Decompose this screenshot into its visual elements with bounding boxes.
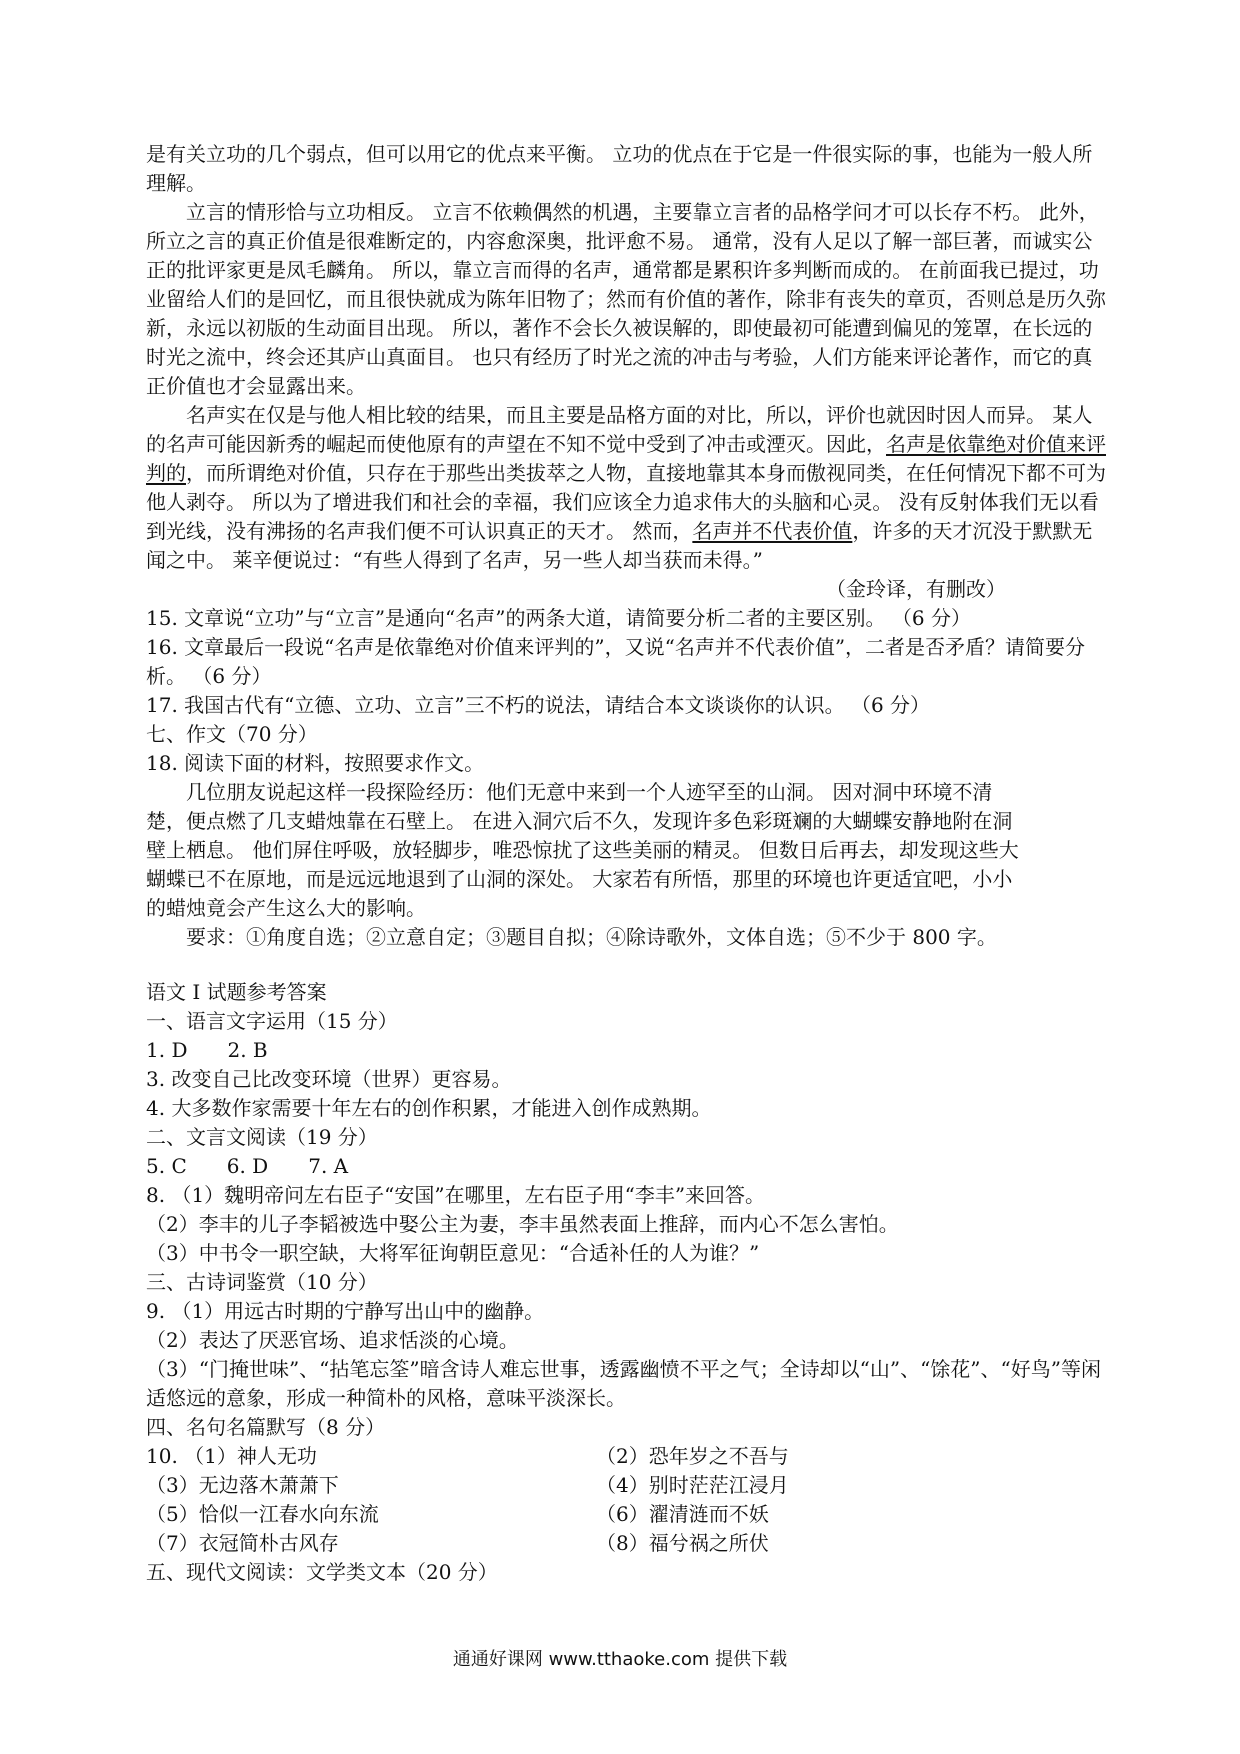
question-18: 18. 阅读下面的材料，按照要求作文。 [146,751,485,775]
question-17: 17. 我国古代有“立德、立功、立言”三不朽的说法，请结合本文谈谈你的认识。 （6 分） [146,693,931,717]
writing-requirements: 要求：①角度自选；②立意自定；③题目自拟；④除诗歌外，文体自选；⑤不少于 800 字。 [186,925,997,949]
answer-9-1: 9. （1）用远古时期的宁静写出山中的幽静。 [146,1299,545,1323]
answer-10-row [146,1442,1106,1471]
document-page [146,140,1106,1587]
question-16: 16. 文章最后一段说“名声是依靠绝对价值来评判的”，又说“名声并不代表价值”，二者是否矛盾？请简要分析。 （6 分） [146,635,1086,688]
answer-10-item: （5）恰似一江春水向东流 [146,1502,379,1526]
underlined-phrase-1: 名声是依靠绝对价值来评判的 [146,432,1106,485]
answer-section-2: 二、文言文阅读（19 分） [146,1125,378,1149]
answer-10-item: （4）别时茫茫江浸月 [596,1473,789,1497]
answer-8-3: （3）中书令一职空缺，大将军征询朝臣意见：“合适补任的人为谁？” [146,1241,760,1265]
answer-section-1: 一、语言文字运用（15 分） [146,1009,398,1033]
question-15: 15. 文章说“立功”与“立言”是通向“名声”的两条大道，请简要分析二者的主要区别。 （6 分） [146,606,971,630]
answer-10-item: （6）濯清涟而不妖 [596,1502,769,1526]
essay-text: ，许多的天才沉没于默默无闻之中。 莱辛便说过：“有些人得到了名声，另一些人却当获而未得。” [146,519,1093,572]
answer-10-item: （7）衣冠简朴古风存 [146,1531,339,1555]
answer-10-item: （3）无边落木萧萧下 [146,1473,339,1497]
answer-3: 3. 改变自己比改变环境（世界）更容易。 [146,1067,512,1091]
essay-paragraph-1: 是有关立功的几个弱点，但可以用它的优点来平衡。 立功的优点在于它是一件很实际的事，也能为一般人所理解。 [146,142,1093,195]
answer-9-3: （3）“门掩世味”、“拈笔忘筌”暗含诗人难忘世事，透露幽愤不平之气；全诗却以“山”、“馀花”、“好鸟”等闲适悠远的意象，形成一种简朴的风格，意味平淡深长。 [146,1357,1101,1410]
section-heading-7: 七、作文（70 分） [146,722,318,746]
answer-10-item: （8）福兮祸之所伏 [596,1531,769,1555]
answer-9-2: （2）表达了厌恶官场、追求恬淡的心境。 [146,1328,519,1352]
answer-section-3: 三、古诗词鉴赏（10 分） [146,1270,378,1294]
answer-4: 4. 大多数作家需要十年左右的创作积累，才能进入创作成熟期。 [146,1096,712,1120]
answer-8-1: 8. （1）魏明帝问左右臣子“安国”在哪里，左右臣子用“李丰”来回答。 [146,1183,766,1207]
essay-text: 名声实在仅是与他人相比较的结果，而且主要是品格方面的对比，所以，评价也就因时因人而异。 某人的名声可能因新秀的崛起而使他原有的声望在不知不觉中受到了冲击或湮灭。因此， [146,403,1093,456]
answer-section-5: 五、现代文阅读：文学类文本（20 分） [146,1560,498,1584]
page-footer: 通通好课网 www.tthaoke.com 提供下载 [452,1649,788,1670]
essay-paragraph-3 [146,401,1106,575]
answer-10-item: 10. （1）神人无功 [146,1444,317,1468]
answer-10-row [146,1500,1106,1529]
underlined-phrase-2: 名声并不代表价值 [692,519,853,543]
answer-8-2: （2）李丰的儿子李韬被选中娶公主为妻，李丰虽然表面上推辞，而内心不怎么害怕。 [146,1212,899,1236]
answer-1-2: 1. D 2. B [146,1038,268,1062]
attribution: （金玲译，有删改） [826,577,1006,601]
answer-section-4: 四、名句名篇默写（8 分） [146,1415,386,1439]
essay-paragraph-2: 立言的情形恰与立功相反。 立言不依赖偶然的机遇，主要靠立言者的品格学问才可以长存不朽。 此外，所立之言的真正价值是很难断定的，内容愈深奥，批评愈不易。 通常，没有人足以了解一部巨著，而诚实公正的批评家更是凤毛麟角。 所以，靠立言而得的名声，通常都是累积许多判断而成的。 在前面我已提过，功业留给人们的是回忆，而且很快就成为陈年旧物了；然而有价值的著作，除非有丧失的章页，否则总是历久弥新，永远以初版的生动面目出现。 所以，著作不会长久被误解的，即使最初可能遭到偏见的笼罩，在长远的时光之流中，终会还其庐山真面目。 也只有经历了时光之流的冲击与考验，人们方能来评论著作，而它的真正价值也才会显露出来。 [146,200,1106,398]
writing-material: 几位朋友说起这样一段探险经历：他们无意中来到一个人迹罕至的山洞。 因对洞中环境不清楚，便点燃了几支蜡烛靠在石壁上。 在进入洞穴后不久，发现许多色彩斑斓的大蝴蝶安静地附在洞壁上栖息。 他们屏住呼吸，放轻脚步，唯恐惊扰了这些美丽的精灵。 但数日后再去，却发现这些大蝴蝶已不在原地，而是远远地退到了山洞的深处。 大家若有所悟，那里的环境也许更适宜吧，小小的蜡烛竟会产生这么大的影响。 [146,780,1019,920]
answer-10-row [146,1471,1106,1500]
answer-10-row [146,1529,1106,1558]
answers-title: 语文 I 试题参考答案 [146,980,327,1004]
essay-text: ，而所谓绝对价值，只存在于那些出类拔萃之人物，直接地靠其本身而傲视同类，在任何情况下都不可为他人剥夺。 所以为了增进我们和社会的幸福，我们应该全力追求伟大的头脑和心灵。 没有反射体我们无以看到光线，没有沸扬的名声我们便不可认识真正的天才。 然而， [146,461,1106,543]
answer-10-item: （2）恐年岁之不吾与 [596,1444,789,1468]
answer-5-7: 5. C 6. D 7. A [146,1154,349,1178]
